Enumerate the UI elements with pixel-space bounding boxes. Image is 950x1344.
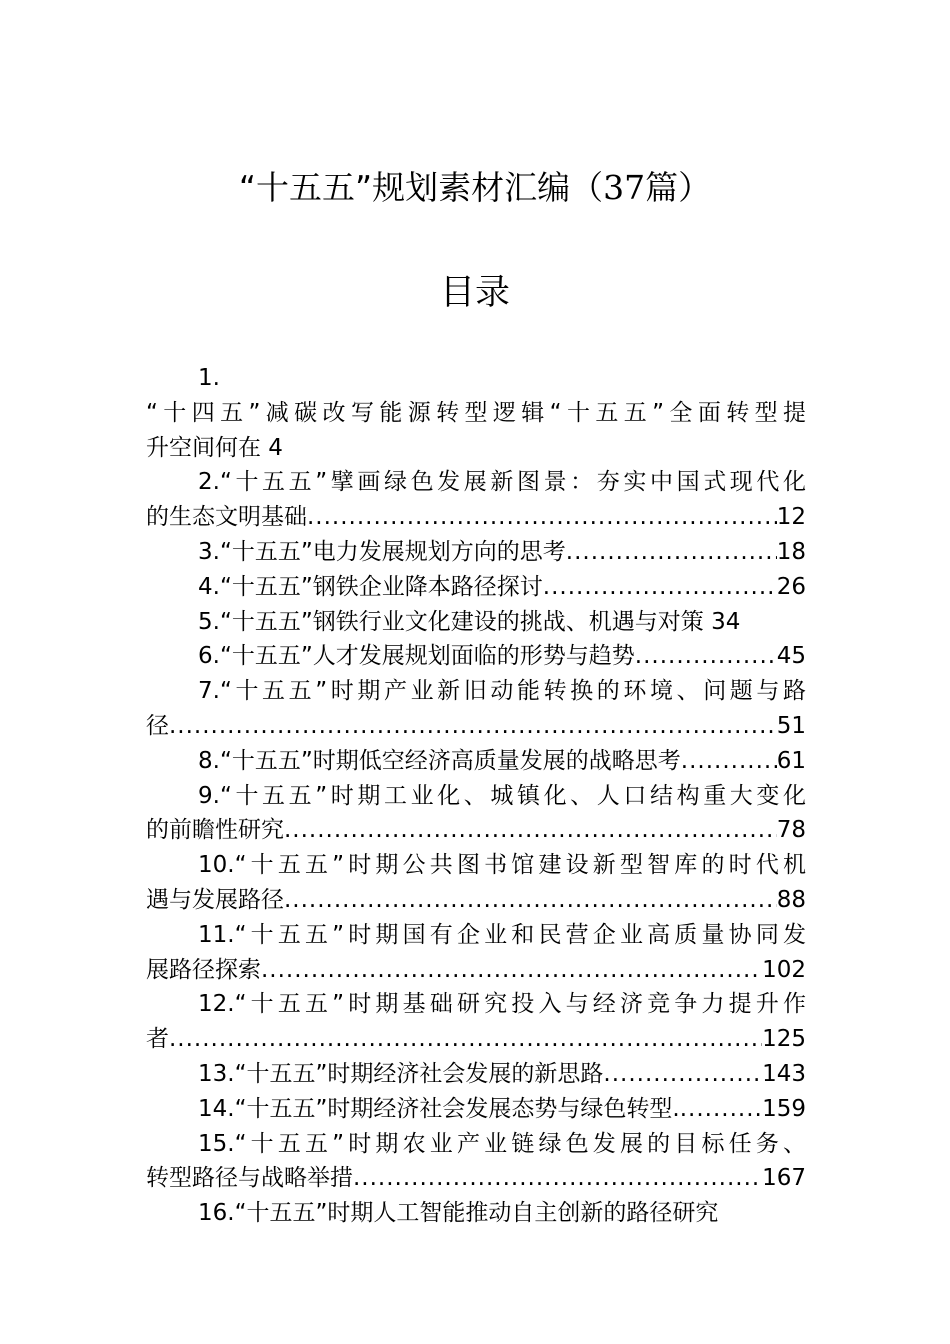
toc-entry[interactable]	[146, 535, 806, 570]
toc-entry[interactable]	[146, 465, 806, 535]
toc-leader-dots	[566, 535, 777, 570]
toc-entry-title: “十四五”减碳改写能源转型逻辑“十五五”全面转型提	[146, 399, 806, 426]
toc-leader-dots	[353, 1161, 762, 1196]
toc-entry-title: 展路径探索	[146, 956, 261, 983]
toc-entry-title: 16.“十五五”时期人工智能推动自主创新的路径研究	[198, 1200, 719, 1227]
toc-entry[interactable]	[146, 779, 806, 849]
toc-entry-title: 1.	[198, 365, 220, 391]
toc-entry-title: 6.“十五五”人才发展规划面临的形势与趋势	[198, 643, 635, 670]
toc-page-number: 51	[776, 712, 806, 739]
toc-entry[interactable]	[146, 744, 806, 779]
toc-leader-dots	[603, 1057, 762, 1092]
toc-leader-dots	[169, 709, 777, 744]
toc-entry-title: 径	[146, 712, 169, 739]
toc-page-number: 78	[776, 817, 806, 844]
toc-entry-title: 7.“十五五”时期产业新旧动能转换的环境、问题与路	[198, 678, 806, 705]
toc-page-number: 88	[776, 886, 806, 913]
table-of-contents	[146, 361, 806, 1231]
toc-entry-title: 15.“十五五”时期农业产业链绿色发展的目标任务、	[198, 1130, 806, 1157]
toc-entry[interactable]	[146, 1057, 806, 1092]
toc-leader-dots	[543, 570, 777, 605]
toc-leader-dots	[284, 883, 777, 918]
toc-entry[interactable]	[146, 987, 806, 1057]
toc-leader-dots	[681, 744, 777, 779]
toc-page-number: 159	[762, 1095, 806, 1122]
toc-entry[interactable]	[146, 570, 806, 605]
title-prefix: “十五五”规划素材汇编（	[238, 168, 604, 207]
toc-entry-title: 10.“十五五”时期公共图书馆建设新型智库的时代机	[198, 852, 806, 879]
toc-entry-title: 5.“十五五”钢铁行业文化建设的挑战、机遇与对策 34	[198, 608, 741, 635]
document-title	[0, 166, 950, 210]
toc-page-number: 125	[762, 1026, 806, 1053]
toc-page-number: 61	[776, 747, 806, 774]
toc-page-number: 12	[776, 504, 806, 531]
toc-entry-title: 9.“十五五”时期工业化、城镇化、人口结构重大变化	[198, 782, 806, 809]
toc-entry[interactable]	[146, 605, 806, 640]
toc-entry-title: 4.“十五五”钢铁企业降本路径探讨	[198, 573, 543, 600]
toc-leader-dots	[680, 1092, 762, 1127]
toc-entry[interactable]	[146, 674, 806, 744]
toc-entry-title: 转型路径与战略举措	[146, 1165, 353, 1192]
toc-heading: 目录	[439, 273, 510, 313]
toc-entry-title: 的前瞻性研究	[146, 817, 284, 844]
toc-leader-dots	[307, 500, 777, 535]
toc-entry-title: 8.“十五五”时期低空经济高质量发展的战略思考	[198, 747, 681, 774]
toc-entry-title: 升空间何在 4	[146, 434, 283, 461]
toc-entry[interactable]	[146, 361, 806, 465]
toc-entry[interactable]	[146, 639, 806, 674]
toc-entry[interactable]	[146, 1196, 806, 1231]
toc-entry-title: 遇与发展路径	[146, 886, 284, 913]
toc-leader-dots	[261, 953, 762, 988]
toc-entry[interactable]	[146, 1127, 806, 1197]
toc-page-number: 102	[762, 956, 806, 983]
toc-entry-title: 13.“十五五”时期经济社会发展的新思路	[198, 1060, 604, 1087]
toc-page-number: 167	[762, 1165, 806, 1192]
toc-entry[interactable]	[146, 1092, 806, 1127]
title-count: 37	[603, 168, 646, 207]
toc-page-number: 143	[762, 1060, 806, 1087]
title-suffix: 篇）	[645, 168, 712, 207]
toc-leader-dots	[635, 639, 777, 674]
toc-entry-title: 11.“十五五”时期国有企业和民营企业高质量协同发	[198, 921, 806, 948]
toc-page-number: 45	[776, 643, 806, 670]
toc-entry[interactable]	[146, 848, 806, 918]
toc-entry-title: 14.“十五五”时期经济社会发展态势与绿色转型.	[198, 1095, 680, 1122]
toc-entry-title: 3.“十五五”电力发展规划方向的思考	[198, 538, 566, 565]
toc-entry-title: 的生态文明基础	[146, 504, 307, 531]
toc-leader-dots	[169, 1022, 762, 1057]
toc-entry-title: 2.“十五五”擘画绿色发展新图景：夯实中国式现代化	[198, 469, 806, 496]
toc-page-number: 26	[776, 573, 806, 600]
toc-entry-title: 者	[146, 1026, 169, 1053]
toc-page-number: 18	[776, 538, 806, 565]
toc-leader-dots	[284, 813, 777, 848]
toc-entry[interactable]	[146, 918, 806, 988]
toc-entry-title: 12.“十五五”时期基础研究投入与经济竞争力提升作	[198, 991, 806, 1018]
